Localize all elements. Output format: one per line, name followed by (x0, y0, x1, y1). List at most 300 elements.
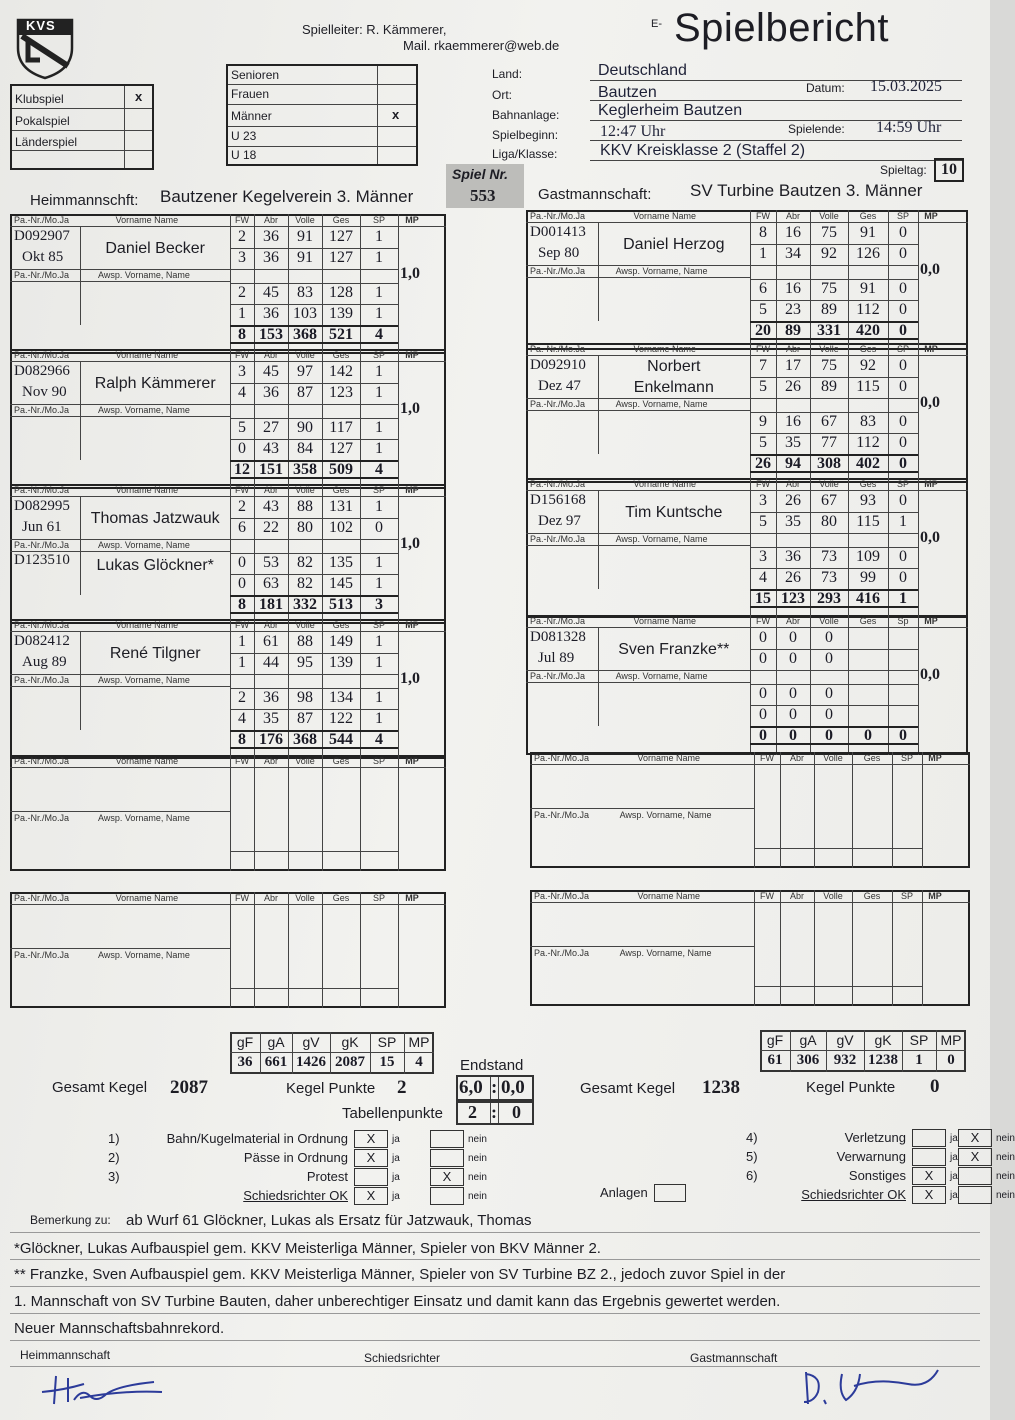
guest-player-0-sub-label: Awsp. Vorname, Name (615, 266, 708, 276)
home-player-1-total-c4: 509 (329, 461, 353, 478)
guest-player-1-total-c5: 0 (899, 455, 907, 472)
home-empty-2-sub-pa-label: Pa.-Nr./Mo.Ja (14, 950, 70, 960)
guest-player-2-head-sp: SP (896, 479, 909, 489)
home-player-0-r2-c3: 91 (297, 249, 313, 266)
home-player-3-r3-c3: 98 (297, 689, 313, 706)
home-empty-1-head-ges: Ges (332, 756, 350, 766)
guest-player-0-r2-c4: 126 (856, 245, 880, 262)
guest-player-0-r2-c1: 1 (759, 245, 767, 262)
guest-player-3-r2-c1: 0 (759, 650, 767, 667)
home-player-2-total-c3: 332 (293, 596, 317, 613)
home-player-1-r1-c3: 97 (297, 363, 313, 380)
guest-player-1-pa-label: Pa.-Nr./Mo.Ja (530, 344, 586, 354)
guest-player-2-mp: 0,0 (920, 528, 940, 546)
home-player-2-r1-c4: 131 (329, 498, 353, 515)
guest-sum-head-4: SP (909, 1032, 929, 1048)
home-signature (34, 1370, 174, 1410)
right-check-1-num: 5) (746, 1149, 758, 1164)
home-player-3-mp: 1,0 (400, 669, 420, 687)
home-player-2-head-fw: FW (235, 485, 249, 495)
home-player-3-r2-c5: 1 (375, 654, 383, 671)
guest-player-0-mp: 0,0 (920, 260, 940, 278)
guest-player-0-r2-c5: 0 (899, 245, 907, 262)
home-player-2-sub-name: Lukas Glöckner* (96, 557, 214, 575)
guest-player-0-vn-label: Vorname Name (633, 211, 697, 221)
home-player-0-r4-c2: 36 (263, 305, 279, 322)
home-player-2-r4-c3: 82 (297, 575, 313, 592)
guest-empty-2-head-fw: FW (760, 891, 774, 901)
right-check-0-num: 4) (746, 1130, 758, 1145)
home-player-3-head-vol: Volle (295, 620, 315, 630)
guest-player-2-total-c4: 416 (856, 590, 880, 607)
guest-player-3-head-abr: Abr (785, 616, 800, 626)
home-player-2-r1-c1: 2 (238, 498, 246, 515)
left-check-2-nein-mark: X (442, 1169, 452, 1184)
home-empty-2-box (10, 892, 446, 1008)
guest-player-0-name: Daniel Herzog (623, 235, 725, 253)
home-player-2-name: Thomas Jatzwauk (90, 509, 220, 527)
home-empty-2-head-abr: Abr (263, 893, 278, 903)
spieltag-label: Spieltag: (880, 163, 927, 177)
left-check-1-nein-box[interactable] (430, 1149, 464, 1167)
home-player-0-total-c3: 368 (293, 326, 317, 343)
guest-player-3-id: D081328 (530, 629, 586, 645)
class-senioren: Senioren (231, 68, 280, 82)
guest-team-name: SV Turbine Bautzen 3. Männer (690, 181, 923, 200)
home-player-2-r2-c4: 102 (329, 519, 353, 536)
home-player-2-r1-c2: 43 (263, 498, 279, 515)
home-player-0-r1-c4: 127 (329, 228, 353, 245)
guest-sum-val-5: 0 (947, 1052, 955, 1068)
home-player-0-pa-label: Pa.-Nr./Mo.Ja (14, 215, 70, 225)
home-kp-label: Kegel Punkte (286, 1080, 376, 1097)
home-player-1-r4-c4: 127 (329, 440, 353, 457)
home-player-0-r4-c5: 1 (375, 305, 383, 322)
home-player-3-r2-c1: 1 (238, 654, 246, 671)
guest-player-0-head-sp: SP (896, 211, 909, 221)
home-player-3-r1-c4: 149 (329, 633, 353, 650)
home-sum-val-4: 15 (379, 1054, 395, 1070)
sig-guest-label: Gastmannschaft (690, 1351, 778, 1365)
home-player-1-r2-c1: 4 (238, 384, 246, 401)
home-empty-1-vn-label: Vorname Name (115, 756, 179, 766)
ende-label: Spielende: (788, 122, 845, 136)
page-title: Spielbericht (674, 6, 890, 50)
anlagen-label: Anlagen (600, 1185, 648, 1200)
class-maenner: Männer (231, 109, 272, 123)
home-player-3-id: D082412 (14, 633, 70, 649)
guest-player-2-head-ges: Ges (859, 479, 877, 489)
liga-label: Liga/Klasse: (492, 147, 558, 161)
home-player-1-pa-label: Pa.-Nr./Mo.Ja (14, 350, 70, 360)
home-empty-2-head-mp: MP (405, 893, 419, 903)
guest-player-3-total-c5: 0 (899, 727, 907, 744)
land-label: Land: (492, 67, 523, 81)
guest-player-0-total-c2: 89 (785, 322, 801, 339)
home-player-3-total-c1: 8 (238, 731, 246, 748)
tp-home: 2 (468, 1102, 477, 1122)
left-check-3-nein-box[interactable] (430, 1187, 464, 1205)
home-player-2-total-c1: 8 (238, 596, 246, 613)
guest-empty-2-box (530, 890, 970, 1006)
guest-player-1-r4-c3: 77 (821, 434, 837, 451)
home-player-2-head-ges: Ges (332, 485, 350, 495)
leiter: Spielleiter: R. Kämmerer, (302, 22, 447, 37)
guest-player-0-r1-c1: 8 (759, 224, 767, 241)
ende-value: 14:59 Uhr (876, 119, 942, 136)
home-player-0-head-fw: FW (235, 215, 249, 225)
home-empty-2-head-vol: Volle (295, 893, 315, 903)
guest-player-2-r3-c1: 3 (759, 548, 767, 565)
home-player-2-total-c5: 3 (375, 596, 383, 613)
guest-player-1-r1-c2: 17 (785, 357, 801, 374)
remark-line-4: 1. Mannschaft von SV Turbine Bauten, daher unberechtiger Einsatz und damit kann das Ergebnis gewertet werden. (14, 1293, 781, 1310)
ort-label: Ort: (492, 88, 512, 102)
guest-empty-1-head-abr: Abr (789, 753, 804, 763)
home-player-1-r2-c3: 87 (297, 384, 313, 401)
home-player-3-r4-c3: 87 (297, 710, 313, 727)
guest-player-2-r3-c2: 36 (785, 548, 801, 565)
guest-player-1-head-sp: SP (896, 344, 909, 354)
guest-player-3-r1-c3: 0 (825, 629, 833, 646)
guest-player-2-head-vol: Volle (819, 479, 839, 489)
guest-player-1-name: Norbert (647, 358, 701, 375)
guest-player-0-total-c4: 420 (856, 322, 880, 339)
endstand-label: Endstand (460, 1057, 524, 1074)
guest-player-2-r3-c4: 109 (856, 548, 880, 565)
home-player-2-r3-c1: 0 (238, 554, 246, 571)
end-home: 6,0 (459, 1077, 483, 1098)
home-sum-val-2: 1426 (296, 1054, 326, 1070)
guest-sum-head-3: gK (874, 1032, 892, 1048)
guest-kp-value: 0 (930, 1076, 940, 1097)
guest-player-2-r4-c3: 73 (821, 569, 837, 586)
guest-player-0-pa-label: Pa.-Nr./Mo.Ja (530, 211, 586, 221)
mail: Mail. rkaemmerer@web.de (403, 38, 560, 53)
home-player-1-birth: Nov 90 (22, 384, 67, 400)
guest-sum-head-0: gF (766, 1032, 784, 1048)
remarks-label: Bemerkung zu: (30, 1213, 111, 1227)
guest-player-1-total-c3: 308 (817, 455, 841, 472)
home-player-3-r4-c4: 122 (329, 710, 353, 727)
guest-player-3-birth: Jul 89 (538, 650, 575, 666)
guest-empty-2-sub-pa-label: Pa.-Nr./Mo.Ja (534, 948, 590, 958)
home-player-3-r3-c2: 36 (263, 689, 279, 706)
right-check-2-ja-mark: X (924, 1168, 934, 1183)
class-frauen: Frauen (231, 87, 270, 101)
right-check-0-label: Verletzung (844, 1130, 906, 1145)
home-player-1-r3-c4: 117 (329, 419, 353, 436)
left-check-1-ja-mark: X (366, 1150, 376, 1165)
guest-sum-head-1: gA (799, 1032, 817, 1048)
guest-player-1-r4-c4: 112 (856, 434, 880, 451)
guest-sum-head-5: MP (940, 1032, 962, 1048)
bahn-value: Keglerheim Bautzen (598, 102, 743, 119)
left-check-3-label: Schiedsrichter OK (243, 1188, 348, 1203)
left-check-1-nein-label: nein (468, 1153, 487, 1164)
guest-player-3-total-c4: 0 (864, 727, 872, 744)
home-player-2-r3-c3: 82 (297, 554, 313, 571)
spielnr-value: 553 (470, 186, 496, 205)
guest-player-1-sub-pa-label: Pa.-Nr./Mo.Ja (530, 399, 586, 409)
home-sum-head-5: MP (408, 1034, 430, 1050)
home-player-2-total-c2: 181 (259, 596, 283, 613)
anlagen-box (654, 1184, 686, 1202)
right-check-2-nein-label: nein (996, 1171, 1015, 1182)
guest-player-1-r2-c2: 26 (785, 378, 801, 395)
home-player-3-name: René Tilgner (109, 644, 201, 662)
home-player-0-sub-label: Awsp. Vorname, Name (98, 270, 190, 280)
guest-player-2-r4-c4: 99 (860, 569, 876, 586)
home-player-3-sub-pa-label: Pa.-Nr./Mo.Ja (14, 675, 70, 685)
home-empty-1-pa-label: Pa.-Nr./Mo.Ja (14, 756, 70, 766)
guest-gk-value: 1238 (702, 1077, 740, 1098)
type-pokalspiel: Pokalspiel (15, 114, 70, 128)
right-check-0-ja-box[interactable] (912, 1129, 946, 1147)
home-player-2-pa-label: Pa.-Nr./Mo.Ja (14, 485, 70, 495)
left-check-1-label: Pässe in Ordnung (243, 1150, 348, 1165)
home-player-0-mp: 1,0 (400, 264, 420, 282)
guest-empty-1-box (530, 752, 970, 868)
home-player-1-mp: 1,0 (400, 399, 420, 417)
guest-player-3-r2-c2: 0 (789, 650, 797, 667)
guest-player-1-r1-c5: 0 (899, 357, 907, 374)
guest-player-1-total-c1: 26 (755, 455, 771, 472)
guest-player-0-head-fw: FW (756, 211, 770, 221)
home-sum-head-4: SP (377, 1034, 397, 1050)
guest-empty-1-head-sp: SP (900, 753, 913, 763)
home-player-3-sub-label: Awsp. Vorname, Name (98, 675, 190, 685)
home-player-1-r1-c2: 45 (263, 363, 279, 380)
home-player-1-head-vol: Volle (295, 350, 315, 360)
guest-player-3-mp: 0,0 (920, 665, 940, 683)
guest-player-1-r3-c2: 16 (785, 413, 801, 430)
guest-empty-1-head-mp: MP (928, 753, 942, 763)
guest-player-3-head-sp2: Sp (897, 616, 909, 626)
home-player-2-r1-c3: 88 (297, 498, 313, 515)
home-player-1-r4-c2: 43 (263, 440, 279, 457)
right-check-1-ja-box[interactable] (912, 1148, 946, 1166)
guest-player-1-r4-c2: 35 (785, 434, 801, 451)
home-player-0-r4-c3: 103 (293, 305, 317, 322)
home-sum-head-0: gF (236, 1034, 254, 1050)
home-player-3-r3-c1: 2 (238, 689, 246, 706)
home-player-0-total-c1: 8 (238, 326, 246, 343)
guest-player-0-r3-c3: 75 (821, 280, 837, 297)
guest-kp-label: Kegel Punkte (806, 1079, 896, 1096)
home-player-0-r1-c3: 91 (297, 228, 313, 245)
guest-player-0-total-c3: 331 (817, 322, 841, 339)
home-player-2-head-abr: Abr (263, 485, 278, 495)
guest-player-2-total-c1: 15 (755, 590, 771, 607)
home-player-2-r3-c5: 1 (375, 554, 383, 571)
home-player-1-r1-c5: 1 (375, 363, 383, 380)
guest-player-1-r1-c3: 75 (821, 357, 837, 374)
guest-empty-1-pa-label: Pa.-Nr./Mo.Ja (534, 753, 590, 763)
guest-player-2-r4-c5: 0 (899, 569, 907, 586)
home-player-1-r4-c5: 1 (375, 440, 383, 457)
home-player-3-r2-c4: 139 (329, 654, 353, 671)
home-player-1-r3-c5: 1 (375, 419, 383, 436)
home-player-3-r2-c2: 44 (263, 654, 279, 671)
home-player-1-total-c2: 151 (259, 461, 283, 478)
home-empty-1-head-mp: MP (405, 756, 419, 766)
guest-player-0-total-c1: 20 (755, 322, 771, 339)
left-check-0-ja-mark: X (366, 1131, 376, 1146)
remark-line-5: Neuer Mannschaftsbahnrekord. (14, 1320, 225, 1337)
home-empty-2-pa-label: Pa.-Nr./Mo.Ja (14, 893, 70, 903)
home-player-3-head-ges: Ges (332, 620, 350, 630)
guest-player-2-total-c3: 293 (817, 590, 841, 607)
home-empty-2-head-ges: Ges (332, 893, 350, 903)
guest-player-1-head-fw: FW (756, 344, 770, 354)
home-player-1-r3-c3: 90 (297, 419, 313, 436)
guest-player-3-name: Sven Franzke** (618, 640, 730, 658)
ort-value: Bautzen (598, 84, 657, 101)
home-player-2-r4-c5: 1 (375, 575, 383, 592)
guest-empty-2-head-ges: Ges (863, 891, 881, 901)
guest-player-2-r2-c4: 115 (856, 513, 880, 530)
right-check-3-ja-mark: X (924, 1187, 934, 1202)
guest-player-3-r4-c2: 0 (789, 706, 797, 723)
guest-player-0-head-ges: Ges (859, 211, 877, 221)
guest-player-2-r1-c3: 67 (821, 492, 837, 509)
home-player-1-total-c1: 12 (234, 461, 250, 478)
home-player-1-r3-c2: 27 (263, 419, 279, 436)
guest-player-2-r3-c5: 0 (899, 548, 907, 565)
guest-player-1-r2-c1: 5 (759, 378, 767, 395)
guest-player-0-sub-pa-label: Pa.-Nr./Mo.Ja (530, 266, 586, 276)
guest-player-1-sub-label: Awsp. Vorname, Name (615, 399, 708, 409)
tp-colon: : (491, 1102, 497, 1122)
guest-empty-2-head-sp: SP (900, 891, 913, 901)
right-check-2-nein-box[interactable] (958, 1167, 992, 1185)
home-player-0-r3-c4: 128 (329, 284, 353, 301)
guest-player-3-total-c2: 0 (789, 727, 797, 744)
home-player-0-r2-c1: 3 (238, 249, 246, 266)
home-team-label: Heimmannschft: (30, 192, 139, 209)
guest-player-2-r4-c2: 26 (785, 569, 801, 586)
guest-player-2-id: D156168 (530, 492, 586, 508)
home-player-1-r2-c4: 123 (329, 384, 353, 401)
guest-player-1-mp: 0,0 (920, 393, 940, 411)
left-check-2-ja-box[interactable] (354, 1168, 388, 1186)
guest-team-label: Gastmannschaft: (538, 186, 652, 203)
home-player-1-head-mp: MP (405, 350, 419, 360)
guest-player-1-total-c2: 94 (785, 455, 801, 472)
guest-player-2-pa-label: Pa.-Nr./Mo.Ja (530, 479, 586, 489)
sig-home-label: Heimmannschaft (20, 1348, 111, 1362)
right-check-1-label: Verwarnung (836, 1149, 906, 1164)
left-check-0-nein-box[interactable] (430, 1130, 464, 1148)
class-u23: U 23 (231, 129, 257, 143)
guest-player-2-head-abr: Abr (785, 479, 800, 489)
home-player-2-r2-c3: 80 (297, 519, 313, 536)
guest-player-1-r2-c4: 115 (856, 378, 880, 395)
home-empty-1-box (10, 755, 446, 871)
left-check-2-nein-label: nein (468, 1172, 487, 1183)
home-sum-val-5: 4 (415, 1054, 423, 1070)
right-check-2-ja-label: ja (950, 1171, 958, 1182)
home-player-1-sub-pa-label: Pa.-Nr./Mo.Ja (14, 405, 70, 415)
home-player-2-sub-pa-label: Pa.-Nr./Mo.Ja (14, 540, 70, 550)
guest-player-0-r4-c5: 0 (899, 301, 907, 318)
home-player-0-r2-c2: 36 (263, 249, 279, 266)
guest-player-3-head-fw: FW (756, 616, 770, 626)
type-klubspiel: Klubspiel (15, 92, 64, 106)
home-empty-1-head-vol: Volle (295, 756, 315, 766)
class-maenner-mark: x (392, 107, 400, 122)
home-empty-2-sub-label: Awsp. Vorname, Name (98, 950, 190, 960)
guest-player-0-r4-c1: 5 (759, 301, 767, 318)
home-gk-value: 2087 (170, 1077, 208, 1098)
home-empty-2-head-fw: FW (235, 893, 249, 903)
home-player-3-r2-c3: 95 (297, 654, 313, 671)
home-sum-head-1: gA (267, 1034, 285, 1050)
right-check-2-label: Sonstiges (848, 1168, 906, 1183)
guest-player-0-r3-c1: 6 (759, 280, 767, 297)
guest-player-2-r1-c1: 3 (759, 492, 767, 509)
guest-player-2-r1-c2: 26 (785, 492, 801, 509)
guest-empty-1-head-ges: Ges (863, 753, 881, 763)
guest-player-0-r3-c2: 16 (785, 280, 801, 297)
guest-player-2-sub-label: Awsp. Vorname, Name (615, 534, 708, 544)
left-check-0-nein-label: nein (468, 1134, 487, 1145)
datum-value: 15.03.2025 (870, 78, 942, 95)
guest-player-0-r2-c3: 92 (821, 245, 837, 262)
guest-player-1-birth: Dez 47 (538, 378, 581, 394)
guest-signature (798, 1362, 948, 1412)
guest-player-2-r3-c3: 73 (821, 548, 837, 565)
guest-player-1-r3-c1: 9 (759, 413, 767, 430)
home-player-0-r3-c5: 1 (375, 284, 383, 301)
right-check-0-nein-label: nein (996, 1133, 1015, 1144)
guest-player-1-total-c4: 402 (856, 455, 880, 472)
guest-player-3-sub-pa-label: Pa.-Nr./Mo.Ja (530, 671, 586, 681)
home-player-2-id: D082995 (14, 498, 70, 514)
guest-player-0-r1-c2: 16 (785, 224, 801, 241)
home-empty-2-vn-label: Vorname Name (115, 893, 179, 903)
home-player-2-r4-c2: 63 (263, 575, 279, 592)
guest-player-2-name: Tim Kuntsche (625, 503, 723, 521)
home-player-3-head-sp: SP (372, 620, 385, 630)
guest-player-3-head-vol: Volle (819, 616, 839, 626)
guest-player-3-r4-c3: 0 (825, 706, 833, 723)
home-player-0-total-c4: 521 (329, 326, 353, 343)
guest-player-0-head-abr: Abr (785, 211, 800, 221)
right-check-3-label: Schiedsrichter OK (801, 1187, 906, 1202)
home-player-3-head-fw: FW (235, 620, 249, 630)
guest-player-0-r4-c3: 89 (821, 301, 837, 318)
left-check-3-ja-mark: X (366, 1188, 376, 1203)
home-player-1-vn-label: Vorname Name (115, 350, 179, 360)
guest-empty-2-pa-label: Pa.-Nr./Mo.Ja (534, 891, 590, 901)
home-kp-value: 2 (397, 1077, 407, 1098)
home-player-2-r3-c2: 53 (263, 554, 279, 571)
right-check-3-nein-box[interactable] (958, 1186, 992, 1204)
land-value: Deutschland (598, 62, 687, 79)
right-check-1-nein-label: nein (996, 1152, 1015, 1163)
logo-text: KVS (26, 18, 56, 33)
guest-empty-2-vn-label: Vorname Name (637, 891, 701, 901)
left-check-3-ja-label: ja (392, 1191, 400, 1202)
home-player-2-vn-label: Vorname Name (115, 485, 179, 495)
guest-player-1-r1-c1: 7 (759, 357, 767, 374)
guest-player-2-r1-c5: 0 (899, 492, 907, 509)
home-player-3-total-c2: 176 (259, 731, 283, 748)
guest-player-1-vn-label: Vorname Name (633, 344, 697, 354)
home-player-0-sub-pa-label: Pa.-Nr./Mo.Ja (14, 270, 70, 280)
